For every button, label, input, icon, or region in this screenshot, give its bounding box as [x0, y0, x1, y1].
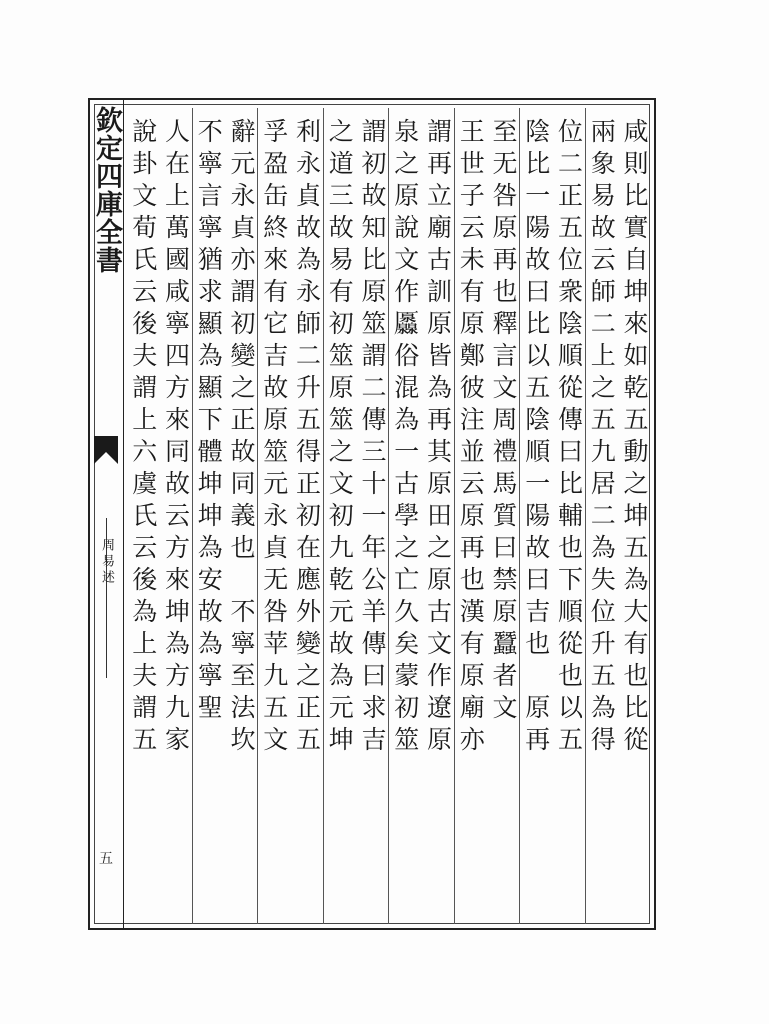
text-column: 泉之原說文作𠫐俗混為一古學之亡久矣蒙初筮 [390, 118, 420, 758]
section-title: 周易述 [99, 538, 114, 586]
text-column: 陰比一陽故曰比以五陰順一陽故曰吉也 原再 [521, 118, 551, 758]
text-column: 位二正五位衆陰順從傳曰比輔也下順從也以五 [554, 118, 584, 758]
book-title: 欽定四庫全書 [91, 106, 122, 274]
text-column: 不寧言寧猶求顯為顯下體坤坤為安故為寧聖 [194, 118, 224, 726]
text-column: 辭元永貞亦謂初變之正故同義也 不寧至法坎 [227, 118, 256, 758]
text-column: 謂初故知比原筮謂二傳三十一年公羊傳曰求吉 [358, 118, 387, 758]
text-column: 孚盈缶終來有它吉故原筮元永貞无咎苹九五文 [259, 118, 289, 758]
text-column: 之道三故易有初筮原筮之文初九乾元故為元坤 [325, 118, 355, 758]
text-column: 王世子云未有原鄭彼注並云原再也漢有原廟亦 [456, 118, 486, 758]
text-column: 咸則比實自坤來如乾五動之坤五為大有也比從 [620, 118, 649, 758]
text-column: 利永貞故為永師二升五得正初在應外變之正五 [292, 118, 322, 758]
text-column: 至无咎原再也釋言文周禮馬質曰禁原蠶者文 [489, 118, 518, 726]
text-column: 兩象易故云師二上之五九居二為失位升五為得 [587, 118, 617, 758]
text-column: 謂再立廟古訓原皆為再其原田之原古文作遼原 [423, 118, 453, 758]
page-number: 五 [99, 851, 113, 867]
text-column: 說卦文荀氏云後夫謂上六虞氏云後為上夫謂五 [128, 118, 158, 758]
text-column: 人在上萬國咸寧四方來同故云方來坤為方九家 [161, 118, 191, 758]
